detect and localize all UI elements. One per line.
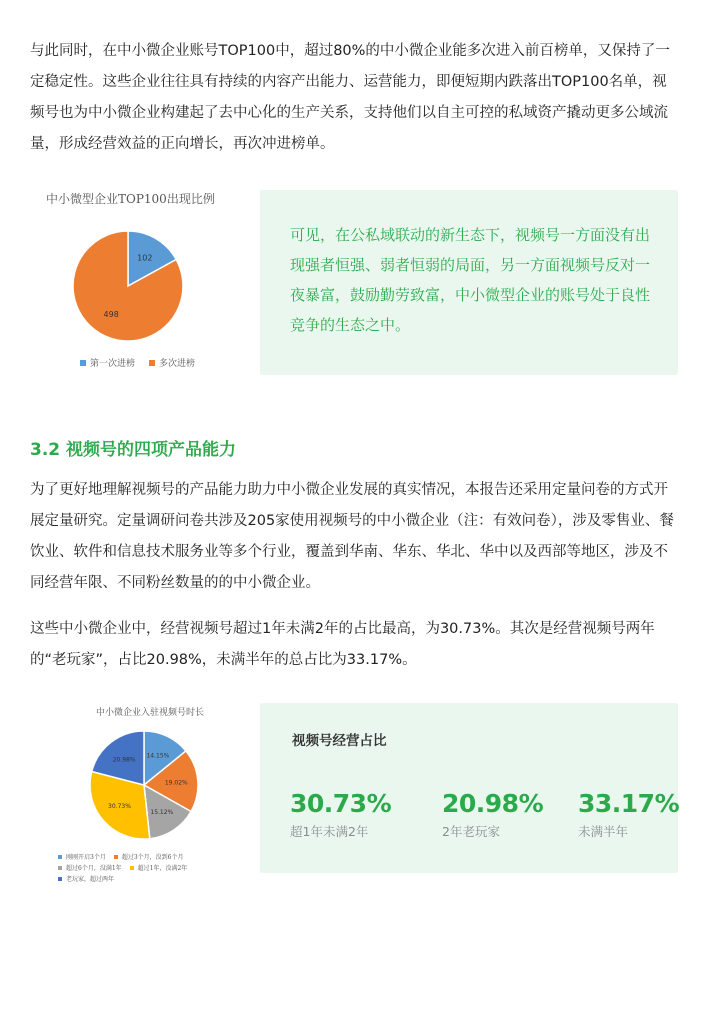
pie-label-1: 498: [103, 310, 119, 320]
pie-label-3: 30.73%: [108, 803, 131, 811]
stat-1to2-years: [290, 789, 391, 840]
legend2-swatch-0: [58, 855, 62, 859]
chart2-title: 中小微企业入驻视频号时长: [96, 708, 205, 718]
legend2-swatch-1: [114, 855, 118, 859]
pie-label-1: 19.02%: [164, 779, 188, 787]
legend2-label-1: 超过3个月，没到6个月: [121, 854, 184, 861]
section-title: 3.2 视频号的四项产品能力: [30, 440, 237, 460]
legend-item-multi: [149, 356, 195, 369]
legend2-item-2: [58, 863, 122, 872]
legend2-label-3: 超过1年，没满2年: [137, 865, 188, 872]
conclusion-text: 可见，在公私域联动的新生态下，视频号一方面没有出现强者恒强、弱者恒弱的局面，另一方面视频号反对一夜暴富，鼓励勤劳致富，中小微型企业的账号处于良性竞争的生态之中。: [290, 226, 651, 334]
legend2-swatch-4: [58, 877, 62, 881]
legend-label-multi: 多次进榜: [159, 359, 196, 369]
stat-under-half-year: [578, 789, 679, 840]
legend2-swatch-2: [58, 866, 62, 870]
stat-label: 超1年未满2年: [290, 824, 369, 839]
legend-label-first: 第一次进榜: [90, 359, 136, 369]
stat-label: 2年老玩家: [442, 824, 500, 839]
intro-paragraph: 与此同时，在中小微企业账号TOP100中，超过80%的中小微企业能多次进入前百榜单，又保持了一定稳定性。这些企业往往具有持续的内容产出能力、运营能力，即便短期内跌落出TOP100名单，视频号也为中小微企业构建起了去中心化的生产关系，支持他们以自主可控的私域资产撬动更多公域流量，形成经营效益的正向增长，再次冲进榜单。: [30, 43, 670, 152]
pie-chart-duration: [86, 727, 206, 847]
legend2-item-0: [58, 852, 106, 861]
stat-value: 20.98%: [442, 789, 544, 818]
legend2-label-2: 超过6个月，没满1年: [66, 865, 122, 872]
chart1-title: 中小微型企业TOP100出现比例: [46, 192, 215, 206]
pie-label-0: 14.15%: [146, 752, 170, 760]
finding-paragraph: 这些中小微企业中，经营视频号超过1年未满2年的占比最高，为30.73%。其次是经营视频号两年的“老玩家”，占比20.98%，未满半年的总占比为33.17%。: [30, 621, 655, 668]
legend-item-first: [80, 356, 135, 369]
chart1-legend: [80, 356, 195, 369]
method-paragraph: 为了更好地理解视频号的产品能力助力中小微企业发展的真实情况，本报告还采用定量问卷的方式开展定量研究。定量调研问卷共涉及205家使用视频号的中小微企业（注：有效问卷），涉及零售业、餐饮业、软件和信息技术服务业等多个行业，覆盖到华南、华东、华北、华中以及西部等地区，涉及不同经营年限、不同粉丝数量的的中小微企业。: [30, 482, 674, 591]
pie-label-4: 20.98%: [112, 756, 136, 764]
stats-box: [260, 703, 678, 873]
stat-label: 未满半年: [578, 824, 629, 839]
legend2-swatch-3: [130, 866, 134, 870]
legend2-label-0: 刚刚开启3个月: [66, 854, 106, 861]
stats-title: 视频号经营占比: [292, 733, 387, 749]
legend2-item-3: [130, 863, 188, 872]
stat-value: 30.73%: [290, 789, 392, 818]
legend2-item-4: [58, 874, 114, 883]
pie-chart-top100: [60, 222, 200, 352]
chart2-legend: [58, 852, 248, 883]
stat-value: 33.17%: [578, 789, 680, 818]
conclusion-box: [260, 190, 678, 375]
pie-label-2: 15.12%: [150, 809, 174, 817]
stat-2-years: [442, 789, 543, 840]
legend-swatch-multi: [149, 360, 155, 366]
pie-label-0: 102: [137, 253, 153, 263]
legend-swatch-first: [80, 360, 86, 366]
legend2-label-4: 老玩家，超过两年: [66, 876, 115, 883]
legend2-item-1: [114, 852, 184, 861]
